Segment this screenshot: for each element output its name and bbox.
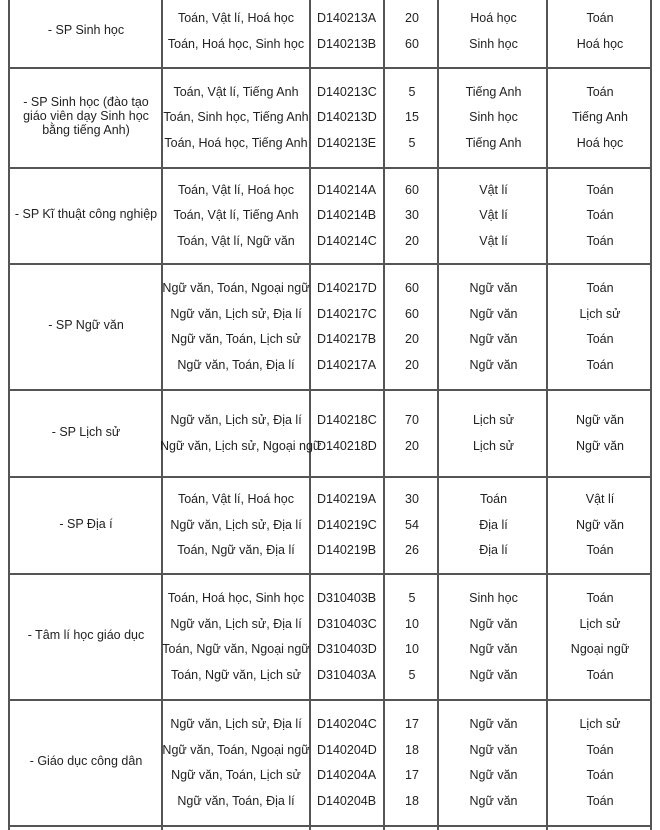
program-code: D140217B bbox=[317, 332, 377, 346]
subject-combination: Toán, Ngữ văn, Địa lí bbox=[177, 543, 295, 558]
main-subject: Ngữ văn bbox=[469, 332, 518, 346]
main-subject: Địa lí bbox=[479, 543, 508, 558]
subject-combination: Ngữ văn, Toán, Ngoại ngữ bbox=[162, 742, 310, 757]
subject-combination: Ngữ văn, Toán, Ngoại ngữ bbox=[162, 281, 310, 295]
subject-combination: Toán, Hoá học, Sinh học bbox=[167, 36, 305, 51]
tiebreak-subject: Toán bbox=[586, 793, 614, 808]
quota-value: 5 bbox=[408, 84, 416, 99]
quota-value: 60 bbox=[405, 182, 419, 197]
main-subject: Ngữ văn bbox=[469, 616, 518, 631]
program-code: D140204D bbox=[317, 742, 377, 757]
subject-combination: Toán, Vật lí, Tiếng Anh bbox=[173, 84, 299, 99]
tiebreak-subject: Hoá học bbox=[576, 36, 624, 51]
subject-combination: Toán, Hoá học, Sinh học bbox=[167, 591, 305, 605]
quota-value: 10 bbox=[405, 642, 419, 656]
main-subject: Sinh học bbox=[469, 36, 518, 51]
subject-combination: Ngữ văn, Lịch sử, Địa lí bbox=[170, 413, 302, 427]
tiebreak-subject: Vật lí bbox=[585, 492, 615, 507]
program-code: D310403C bbox=[317, 616, 377, 631]
program-code: D140219B bbox=[317, 543, 377, 558]
tiebreak-subject: Toán bbox=[586, 84, 614, 99]
table-row-line bbox=[9, 573, 651, 575]
tiebreak-subject: Toán bbox=[586, 591, 614, 605]
main-subject: Hoá học bbox=[470, 11, 517, 25]
major-name: - SP Địa í bbox=[59, 516, 113, 531]
table-row-line bbox=[9, 67, 651, 69]
program-code: D140217A bbox=[317, 357, 377, 372]
quota-value: 17 bbox=[405, 717, 419, 731]
main-subject: Sinh học bbox=[469, 591, 518, 605]
program-code: D140218D bbox=[317, 438, 377, 453]
tiebreak-subject: Ngoại ngữ bbox=[570, 642, 630, 656]
main-subject: Sinh học bbox=[469, 110, 518, 125]
subject-combination: Toán, Vật lí, Hoá học bbox=[177, 182, 295, 197]
subject-combination: Ngữ văn, Lịch sử, Địa lí bbox=[170, 517, 302, 532]
tiebreak-subject: Ngữ văn bbox=[576, 517, 624, 532]
subject-combination: Toán, Ngữ văn, Ngoại ngữ bbox=[162, 642, 310, 656]
quota-value: 20 bbox=[405, 357, 419, 372]
main-subject: Vật lí bbox=[479, 182, 508, 197]
table-row-line bbox=[9, 699, 651, 701]
subject-combination: Ngữ văn, Lịch sử, Địa lí bbox=[170, 717, 302, 731]
table-row-line bbox=[9, 389, 651, 391]
major-name: - Tâm lí học giáo dục bbox=[27, 628, 145, 642]
quota-value: 5 bbox=[408, 591, 416, 605]
program-code: D140214C bbox=[317, 233, 377, 248]
table-column-line bbox=[8, 0, 10, 830]
tiebreak-subject: Lịch sử bbox=[579, 306, 621, 321]
major-name: - SP Lịch sử bbox=[51, 424, 121, 439]
quota-value: 30 bbox=[405, 208, 419, 223]
subject-combination: Ngữ văn, Toán, Lịch sử bbox=[171, 768, 301, 782]
main-subject: Địa lí bbox=[479, 517, 508, 532]
table-row-line bbox=[9, 476, 651, 478]
program-code: D140213A bbox=[317, 11, 377, 25]
quota-value: 60 bbox=[405, 306, 419, 321]
quota-value: 10 bbox=[405, 616, 419, 631]
quota-value: 20 bbox=[405, 332, 419, 346]
program-code: D310403D bbox=[317, 642, 377, 656]
subject-combination: Ngữ văn, Lịch sử, Địa lí bbox=[170, 306, 302, 321]
program-code: D140213B bbox=[317, 36, 377, 51]
tiebreak-subject: Toán bbox=[586, 357, 614, 372]
subject-combination: Toán, Vật lí, Hoá học bbox=[177, 11, 295, 25]
tiebreak-subject: Toán bbox=[586, 281, 614, 295]
subject-combination: Ngữ văn, Toán, Lịch sử bbox=[171, 332, 301, 346]
program-code: D140213D bbox=[317, 110, 377, 125]
tiebreak-subject: Tiếng Anh bbox=[572, 110, 628, 125]
tiebreak-subject: Toán bbox=[586, 233, 614, 248]
tiebreak-subject: Ngữ văn bbox=[576, 438, 624, 453]
program-code: D140213E bbox=[317, 135, 377, 150]
quota-value: 5 bbox=[408, 135, 416, 150]
tiebreak-subject: Ngữ văn bbox=[576, 413, 624, 427]
program-code: D140204C bbox=[317, 717, 377, 731]
table-row-line bbox=[9, 167, 651, 169]
tiebreak-subject: Toán bbox=[586, 667, 614, 682]
major-name: - SP Ngữ văn bbox=[48, 318, 124, 332]
main-subject: Vật lí bbox=[479, 208, 508, 223]
main-subject: Vật lí bbox=[479, 233, 508, 248]
program-code: D140204A bbox=[317, 768, 377, 782]
program-code: D310403B bbox=[317, 591, 377, 605]
program-code: D140217D bbox=[317, 281, 377, 295]
subject-combination: Ngữ văn, Lịch sử, Ngoại ngữ bbox=[160, 438, 322, 453]
main-subject: Lịch sử bbox=[472, 413, 515, 427]
program-code: D140213C bbox=[317, 84, 377, 99]
main-subject: Ngữ văn bbox=[469, 717, 518, 731]
table-row-line bbox=[9, 825, 651, 827]
program-code: D140214A bbox=[317, 182, 377, 197]
tiebreak-subject: Toán bbox=[586, 208, 614, 223]
major-name: - SP Sinh học bbox=[47, 22, 125, 37]
subject-combination: Toán, Hoá học, Tiếng Anh bbox=[164, 135, 308, 150]
main-subject: Ngữ văn bbox=[469, 768, 518, 782]
quota-value: 20 bbox=[405, 11, 419, 25]
program-code: D140219A bbox=[317, 492, 377, 507]
main-subject: Ngữ văn bbox=[469, 742, 518, 757]
quota-value: 17 bbox=[405, 768, 419, 782]
main-subject: Toán bbox=[479, 492, 508, 507]
main-subject: Tiếng Anh bbox=[465, 84, 522, 99]
subject-combination: Ngữ văn, Lịch sử, Địa lí bbox=[170, 616, 302, 631]
tiebreak-subject: Lịch sử bbox=[579, 616, 621, 631]
subject-combination: Toán, Vật lí, Ngữ văn bbox=[177, 233, 295, 248]
subject-combination: Toán, Vật lí, Hoá học bbox=[177, 492, 295, 507]
main-subject: Ngữ văn bbox=[469, 357, 518, 372]
quota-value: 20 bbox=[405, 438, 419, 453]
tiebreak-subject: Toán bbox=[586, 11, 614, 25]
main-subject: Ngữ văn bbox=[469, 306, 518, 321]
quota-value: 30 bbox=[405, 492, 419, 507]
subject-combination: Toán, Vật lí, Tiếng Anh bbox=[173, 208, 299, 223]
main-subject: Ngữ văn bbox=[469, 793, 518, 808]
tiebreak-subject: Toán bbox=[586, 182, 614, 197]
main-subject: Tiếng Anh bbox=[465, 135, 522, 150]
main-subject: Ngữ văn bbox=[469, 667, 518, 682]
tiebreak-subject: Toán bbox=[586, 332, 614, 346]
subject-combination: Toán, Sinh học, Tiếng Anh bbox=[163, 110, 309, 125]
tiebreak-subject: Lịch sử bbox=[579, 717, 621, 731]
quota-value: 18 bbox=[405, 793, 419, 808]
subject-combination: Toán, Ngữ văn, Lịch sử bbox=[171, 667, 301, 682]
program-code: D140214B bbox=[317, 208, 377, 223]
program-code: D140204B bbox=[317, 793, 377, 808]
tiebreak-subject: Toán bbox=[586, 768, 614, 782]
program-code: D140217C bbox=[317, 306, 377, 321]
table-row-line bbox=[9, 263, 651, 265]
tiebreak-subject: Toán bbox=[586, 543, 614, 558]
main-subject: Ngữ văn bbox=[469, 642, 518, 656]
program-code: D140219C bbox=[317, 517, 377, 532]
quota-value: 26 bbox=[405, 543, 419, 558]
quota-value: 18 bbox=[405, 742, 419, 757]
program-code: D140218C bbox=[317, 413, 377, 427]
program-code: D310403A bbox=[317, 667, 377, 682]
quota-value: 20 bbox=[405, 233, 419, 248]
quota-value: 54 bbox=[405, 517, 419, 532]
quota-value: 70 bbox=[405, 413, 419, 427]
subject-combination: Ngữ văn, Toán, Địa lí bbox=[177, 793, 295, 808]
quota-value: 60 bbox=[405, 36, 419, 51]
quota-value: 5 bbox=[408, 667, 416, 682]
quota-value: 60 bbox=[405, 281, 419, 295]
major-name: - Giáo dục công dân bbox=[29, 754, 143, 768]
tiebreak-subject: Hoá học bbox=[576, 135, 624, 150]
major-name: - SP Sinh học (đào tạo giáo viên dạy Sinh học bằng tiếng Anh) bbox=[23, 95, 149, 137]
quota-value: 15 bbox=[405, 110, 419, 125]
major-name: - SP Kĩ thuật công nghiệp bbox=[14, 207, 158, 221]
main-subject: Lịch sử bbox=[472, 438, 515, 453]
tiebreak-subject: Toán bbox=[586, 742, 614, 757]
main-subject: Ngữ văn bbox=[469, 281, 518, 295]
subject-combination: Ngữ văn, Toán, Địa lí bbox=[177, 357, 295, 372]
